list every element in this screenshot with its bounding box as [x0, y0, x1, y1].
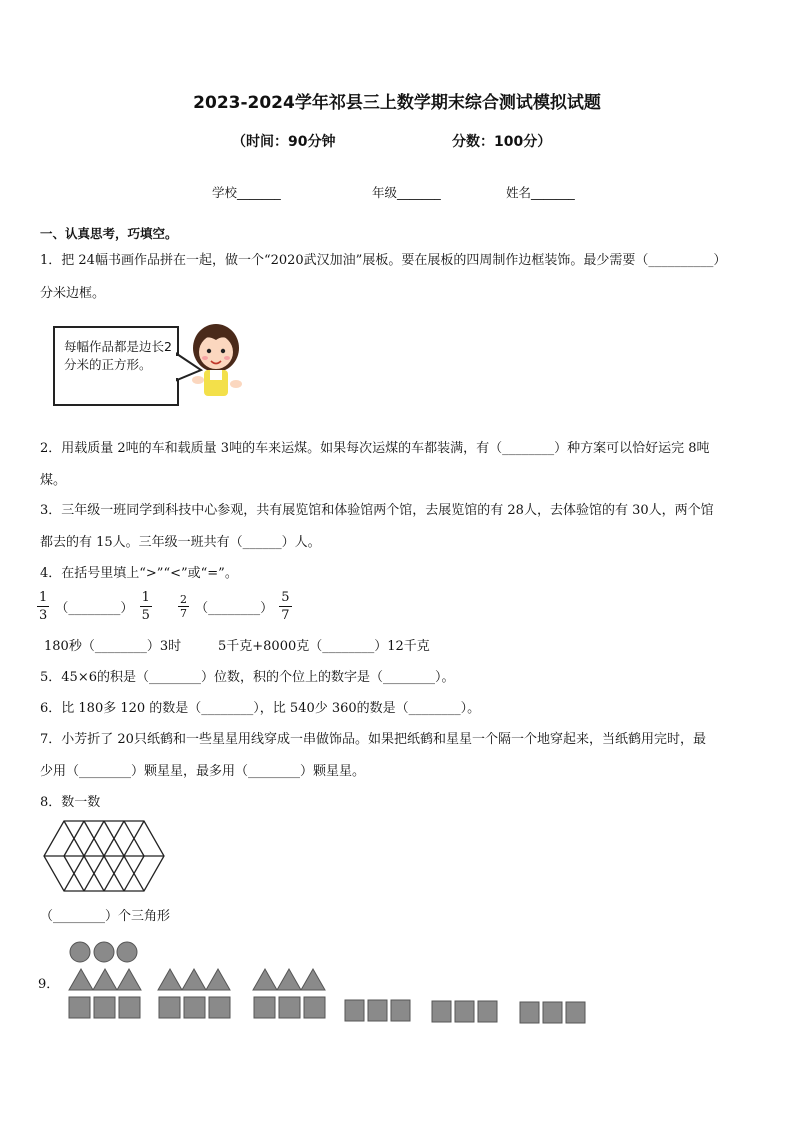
square-shape: [94, 997, 115, 1018]
question-3-line1: 3．三年级一班同学到科技中心参观，共有展览馆和体验馆两个馆，去展览馆的有 28人，去体验馆的有 30人，两个馆: [40, 503, 714, 518]
hexagon-triangle-figure: [40, 818, 168, 894]
triangle-shape: [69, 969, 93, 990]
speech-bubble-text: 每幅作品都是边长2分米的正方形。: [64, 339, 172, 372]
square-shape: [368, 1000, 387, 1021]
question-4-fractions-row: [37, 589, 292, 624]
square-shape: [209, 997, 230, 1018]
square-shape: [304, 997, 325, 1018]
question-5: 5．45×6的积是（________）位数，积的个位上的数字是（________）。: [40, 670, 455, 685]
fraction: $\frac{5}{7}$: [281, 590, 290, 623]
square-shape: [119, 997, 140, 1018]
question-9-label: 9．: [38, 977, 60, 992]
square-shape: [455, 1001, 474, 1022]
question-1-line1: 1．把 24幅书画作品拼在一起，做一个“2020武汉加油”展板。要在展板的四周制作边框装饰。最少需要（__________）: [40, 253, 727, 268]
circle-shape: [94, 942, 114, 962]
exam-score: 分数：100分）: [452, 134, 552, 150]
exam-time: （时间：90分钟: [232, 134, 336, 150]
square-shape: [391, 1000, 410, 1021]
square-shape: [543, 1002, 562, 1023]
square-shape: [69, 997, 90, 1018]
question-7-line1: 7．小芳折了 20只纸鹤和一些星星用线穿成一串做饰品。如果把纸鹤和星星一个隔一个地穿起来，当纸鹤用完时，最: [40, 732, 706, 747]
page-title: 2023-2024学年祁县三上数学期末综合测试模拟试题: [193, 93, 601, 113]
answer-blank: （________）: [195, 601, 274, 616]
triangle-shape: [206, 969, 230, 990]
question-4-line1: 4．在括号里填上“>”“<”或“=”。: [40, 566, 238, 581]
square-shape: [432, 1001, 451, 1022]
question-2-line1: 2．用载质量 2吨的车和载质量 3吨的车来运煤。如果每次运煤的车都装满，有（________）种方案可以恰好运完 8吨: [40, 441, 710, 456]
answer-blank: （________）: [55, 601, 134, 616]
speech-bubble: [53, 326, 179, 406]
triangle-shape: [158, 969, 182, 990]
question-2-line2: 煤。: [40, 473, 67, 488]
girl-icon: [186, 320, 248, 398]
fraction: $\frac{1}{5}$: [141, 590, 150, 623]
triangle-shape: [117, 969, 141, 990]
fraction: $\frac{1}{3}$: [39, 590, 48, 623]
triangle-shape: [182, 969, 206, 990]
square-shape: [159, 997, 180, 1018]
section-heading: 一、认真思考，巧填空。: [40, 226, 178, 241]
square-shape: [184, 997, 205, 1018]
triangle-shape: [253, 969, 277, 990]
circle-shape: [117, 942, 137, 962]
square-shape: [478, 1001, 497, 1022]
question-3-line2: 都去的有 15人。三年级一班共有（______）人。: [40, 535, 321, 550]
square-shape: [345, 1000, 364, 1021]
question-8-line1: 8．数一数: [40, 795, 101, 810]
square-shape: [520, 1002, 539, 1023]
grade-field: 年级_______: [372, 185, 441, 200]
square-shape: [566, 1002, 585, 1023]
question-4-row2a: 180秒（________）3时: [44, 639, 182, 654]
shape-pattern-sequence: [64, 938, 596, 1028]
triangle-shape: [301, 969, 325, 990]
fraction: $\frac{2}{7}$: [180, 593, 187, 620]
square-shape: [279, 997, 300, 1018]
school-field: 学校_______: [212, 185, 281, 200]
name-field: 姓名_______: [506, 185, 575, 200]
question-1-line2: 分米边框。: [40, 286, 106, 301]
triangle-shape: [277, 969, 301, 990]
triangle-shape: [93, 969, 117, 990]
question-7-line2: 少用（________）颗星星，最多用（________）颗星星。: [40, 764, 366, 779]
square-shape: [254, 997, 275, 1018]
question-4-row2b: 5千克+8000克（________）12千克: [218, 639, 430, 654]
question-8-answer: （________）个三角形: [40, 909, 171, 924]
question-6: 6．比 180多 120 的数是（________），比 540少 360的数是（________）。: [40, 701, 481, 716]
circle-shape: [70, 942, 90, 962]
